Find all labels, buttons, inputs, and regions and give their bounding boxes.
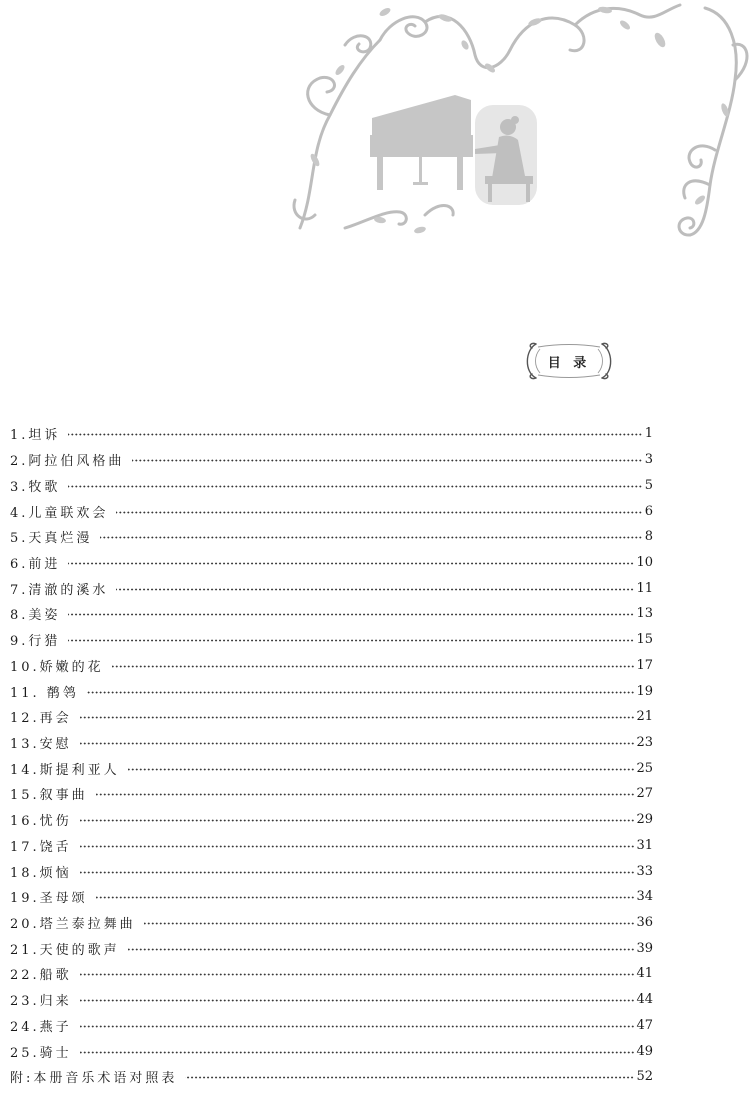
toc-entry-page: 36 [636, 915, 653, 931]
toc-entry-page: 47 [636, 1017, 653, 1033]
toc-entry-title: 6.前进 [10, 556, 61, 572]
dot-leader [68, 639, 634, 642]
toc-entry [10, 472, 653, 498]
toc-entry-title: 1.坦诉 [10, 428, 61, 444]
dot-leader [80, 716, 635, 719]
toc-entry [10, 730, 653, 756]
toc-entry-title: 15.叙事曲 [10, 788, 88, 804]
toc-entry [10, 421, 653, 447]
dot-leader [80, 1025, 635, 1028]
toc-entry-title: 附:本册音乐术语对照表 [10, 1071, 178, 1087]
toc-entry [10, 550, 653, 576]
toc-entry [10, 524, 653, 550]
toc-entry-page: 19 [636, 683, 653, 699]
dot-leader [96, 793, 635, 796]
dot-leader [68, 562, 634, 565]
toc-entry [10, 987, 653, 1013]
toc-entry-title: 18.烦恼 [10, 865, 72, 881]
dot-leader [128, 768, 635, 771]
toc-entry-title: 13.安慰 [10, 736, 72, 752]
toc-entry-title: 23.归来 [10, 994, 72, 1010]
toc-entry-page: 11 [636, 580, 653, 596]
toc-entry-title: 16.忧伤 [10, 814, 72, 830]
dot-leader [100, 536, 642, 539]
toc-entry-title: 7.清澈的溪水 [10, 582, 109, 598]
dot-leader [80, 871, 635, 874]
dot-leader [116, 511, 642, 514]
toc-entry-page: 15 [636, 632, 653, 648]
toc-entry-page: 49 [636, 1043, 653, 1059]
dot-leader [68, 613, 634, 616]
toc-entry-page: 41 [636, 966, 653, 982]
toc-entry [10, 755, 653, 781]
toc-entry-page: 52 [636, 1069, 653, 1085]
toc-entry-title: 14.斯提利亚人 [10, 762, 120, 778]
toc-entry-page: 6 [644, 503, 653, 519]
toc-entry-page: 13 [636, 606, 653, 622]
toc-entry-page: 8 [644, 529, 653, 545]
toc-entry [10, 935, 653, 961]
toc-entry [10, 910, 653, 936]
toc-entry-page: 17 [636, 657, 653, 673]
toc-entry [10, 1038, 653, 1064]
dot-leader [185, 1076, 634, 1079]
dot-leader [96, 896, 635, 899]
toc-entry-title: 24.燕子 [10, 1019, 72, 1035]
toc-entry-page: 25 [636, 760, 653, 776]
toc-entry-title: 3.牧歌 [10, 479, 61, 495]
toc-entry [10, 627, 653, 653]
toc-entry [10, 601, 653, 627]
toc-entry-page: 33 [636, 863, 653, 879]
dot-leader [80, 742, 635, 745]
toc-entry [10, 704, 653, 730]
toc-entry [10, 1013, 653, 1039]
dot-leader [80, 1051, 635, 1054]
toc-entry-page: 23 [636, 734, 653, 750]
toc-entry-title: 17.饶舌 [10, 839, 72, 855]
dot-leader [80, 819, 635, 822]
toc-entry [10, 575, 653, 601]
toc-entry-page: 5 [644, 477, 653, 493]
dot-leader [68, 433, 642, 436]
toc-entry-page: 1 [644, 426, 653, 442]
dot-leader [128, 948, 635, 951]
toc-entry-title: 25.骑士 [10, 1045, 72, 1061]
toc-entry-title: 2.阿拉伯风格曲 [10, 454, 125, 470]
dot-leader [80, 999, 635, 1002]
toc-entry-page: 31 [636, 837, 653, 853]
toc-entry [10, 447, 653, 473]
dot-leader [80, 845, 635, 848]
dot-leader [87, 691, 635, 694]
toc-entry-page: 21 [636, 709, 653, 725]
dot-leader [68, 485, 642, 488]
dot-leader [80, 973, 635, 976]
toc-heading-badge [520, 340, 618, 382]
toc-entry-title: 10.娇嫩的花 [10, 659, 104, 675]
toc-entry-page: 27 [636, 786, 653, 802]
toc-entry-title: 19.圣母颂 [10, 891, 88, 907]
toc-entry-page: 44 [636, 992, 653, 1008]
toc-entry-title: 22.船歌 [10, 968, 72, 984]
toc-entry-title: 9.行猎 [10, 634, 61, 650]
dot-leader [132, 459, 642, 462]
toc-entry [10, 1064, 653, 1090]
page-title: 目 录 [547, 355, 591, 371]
toc-entry [10, 678, 653, 704]
toc-entry-title: 4.儿童联欢会 [10, 505, 109, 521]
toc-entry [10, 833, 653, 859]
piano-silhouette [370, 95, 473, 190]
toc-entry-page: 10 [636, 554, 653, 570]
toc-entry-title: 21.天使的歌声 [10, 942, 120, 958]
toc-entry-title: 8.美姿 [10, 608, 61, 624]
toc-entry-page: 3 [644, 452, 653, 468]
toc-entry-page: 34 [636, 889, 653, 905]
toc-entry-page: 39 [636, 940, 653, 956]
toc-entry-title: 20.塔兰泰拉舞曲 [10, 917, 136, 933]
toc-entry-title: 11. 鹡鸰 [10, 685, 79, 701]
piano-vine-ornament [285, 0, 750, 250]
toc-entry [10, 884, 653, 910]
toc-entry [10, 807, 653, 833]
toc-entry [10, 961, 653, 987]
toc-entry [10, 781, 653, 807]
dot-leader [144, 922, 635, 925]
dot-leader [116, 588, 634, 591]
toc-entry-page: 29 [636, 812, 653, 828]
table-of-contents [10, 421, 653, 1090]
toc-entry [10, 858, 653, 884]
dot-leader [112, 665, 635, 668]
toc-entry [10, 652, 653, 678]
toc-entry [10, 498, 653, 524]
toc-entry-title: 5.天真烂漫 [10, 531, 93, 547]
toc-entry-title: 12.再会 [10, 711, 72, 727]
